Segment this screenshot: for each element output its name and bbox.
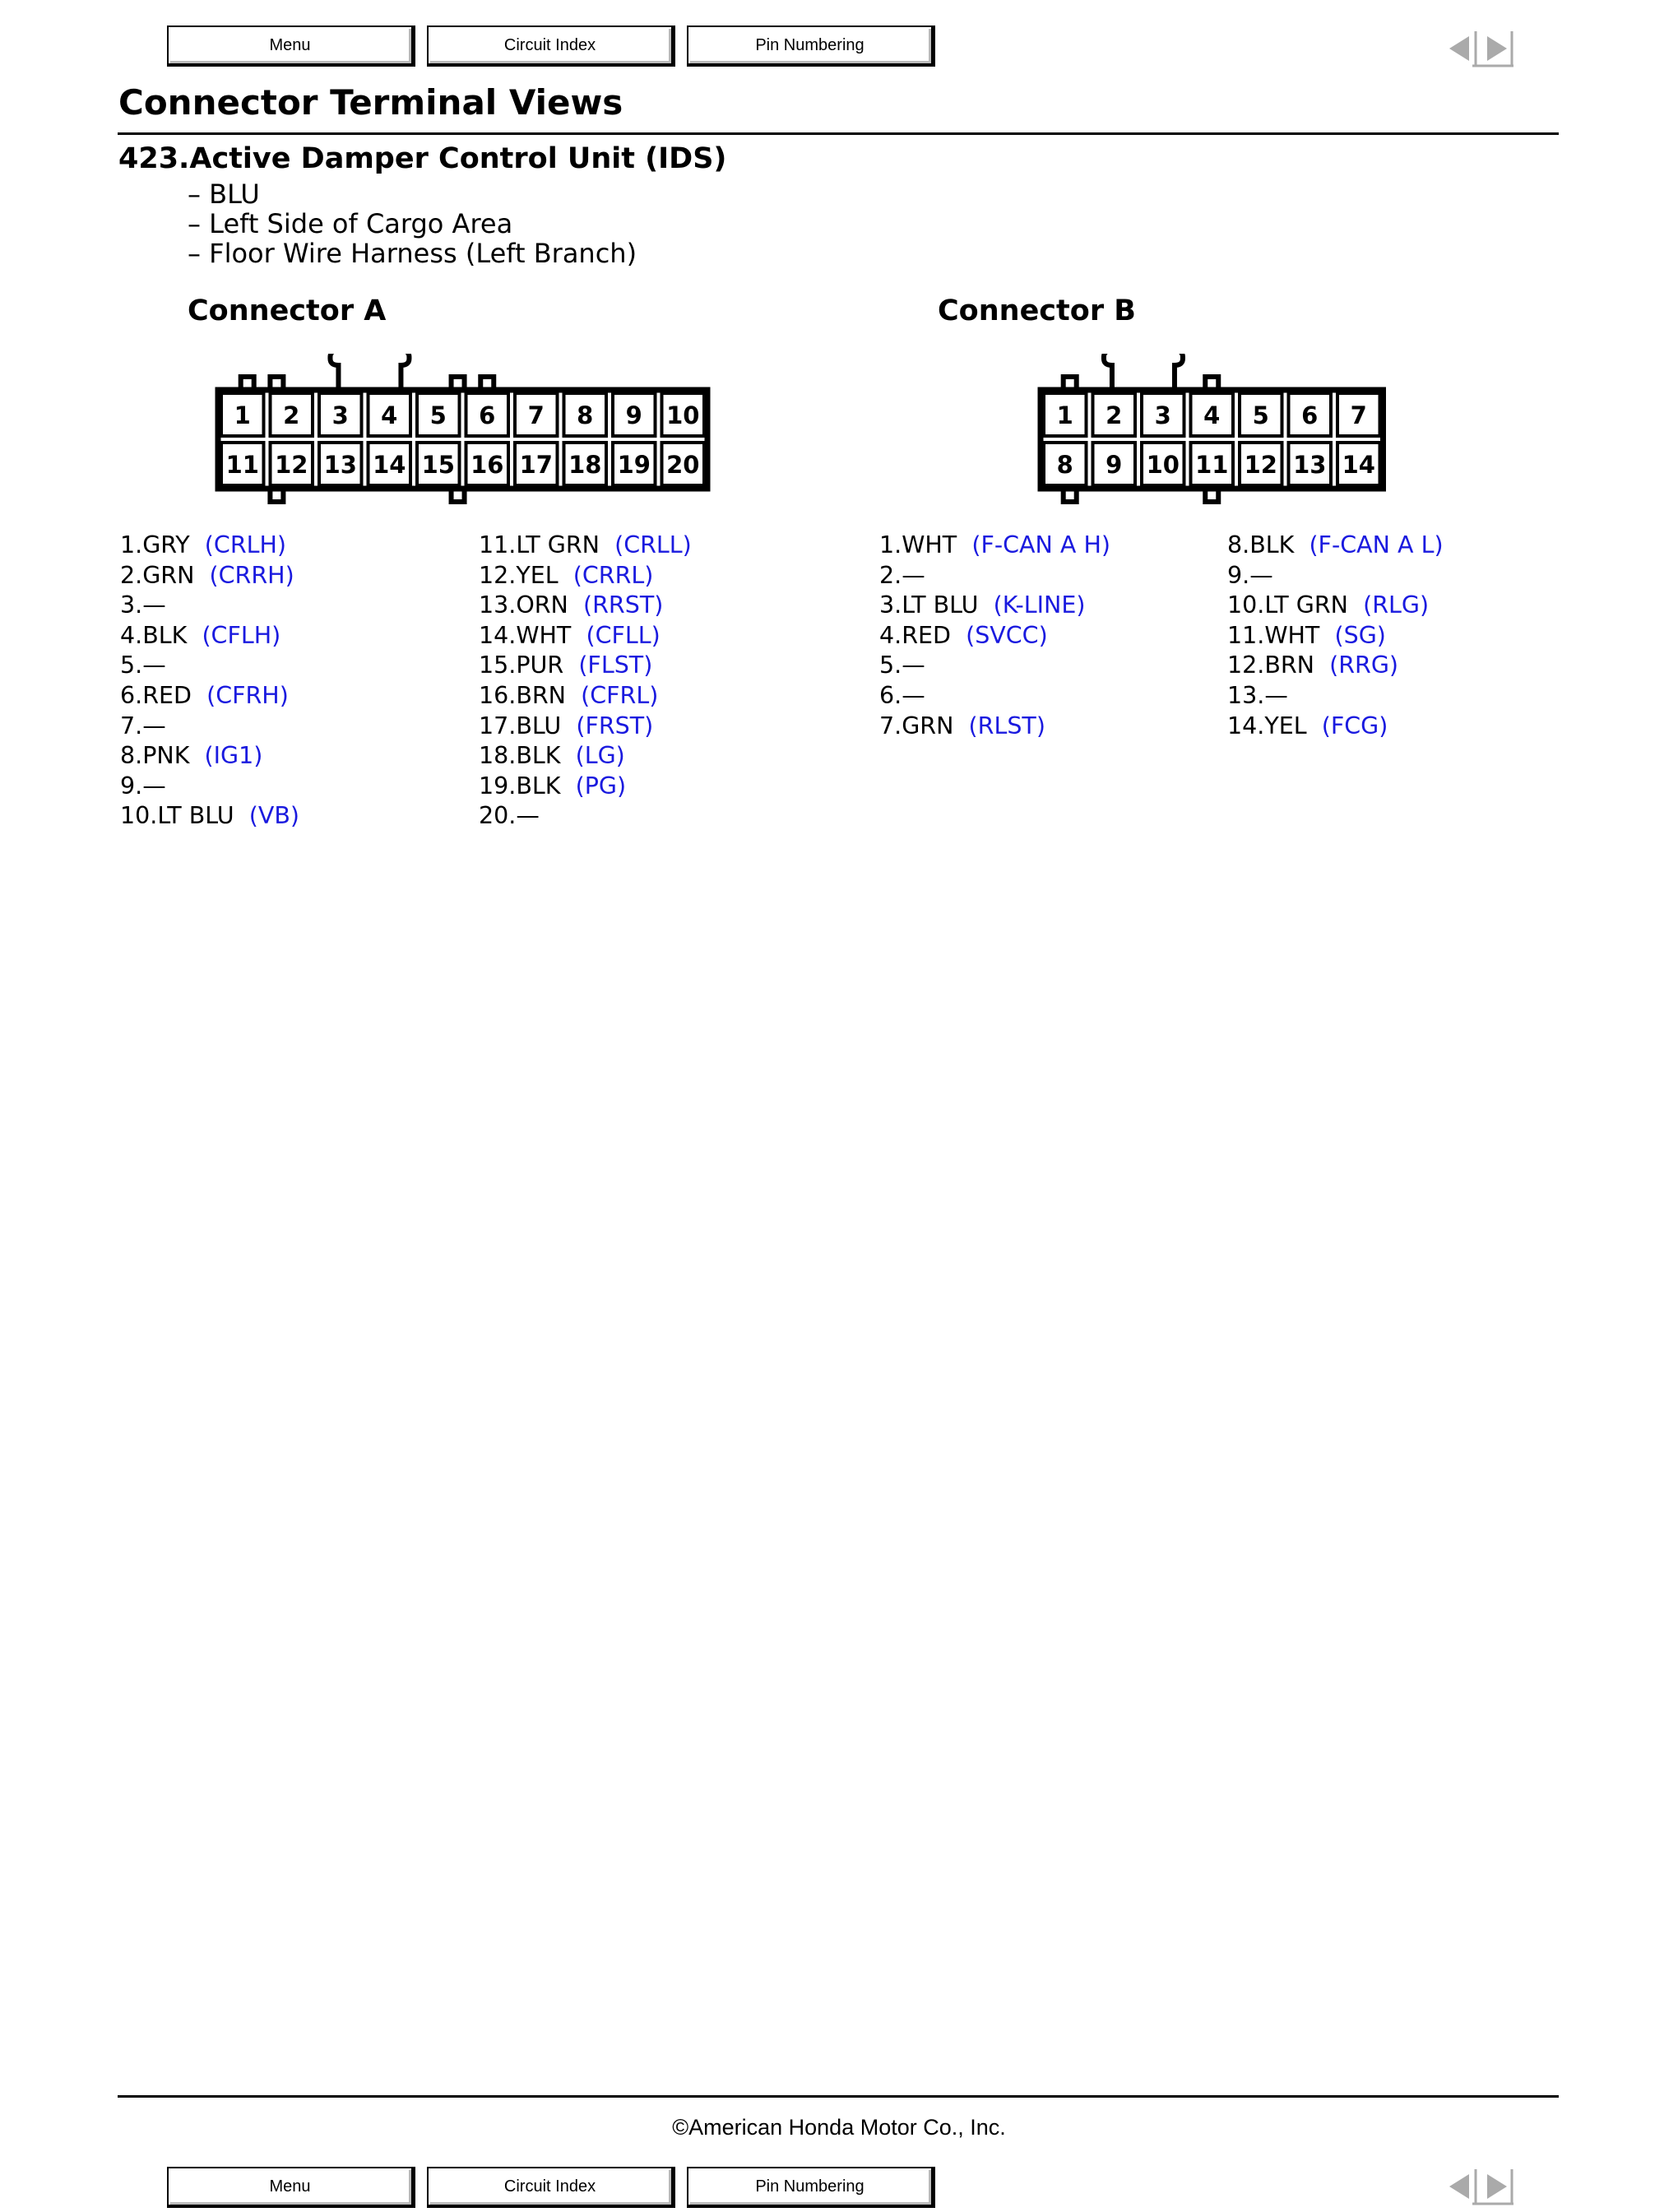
terminal-number: 7 (1350, 401, 1367, 429)
pin-wire-label: 15.PUR (479, 652, 564, 679)
pin-wire-label: 17.BLU (479, 712, 562, 740)
connector-b-pins-1-7 (879, 531, 1110, 741)
pin-entry (120, 531, 299, 561)
pin-entry (120, 681, 299, 712)
pin-wire-label: 5.— (879, 652, 925, 679)
connector-b-pins-8-14 (1227, 531, 1444, 741)
pin-signal-name: (CFLL) (586, 621, 661, 649)
pin-wire-label: 4.RED (879, 621, 951, 649)
pin-signal-name: (RRST) (583, 591, 664, 619)
menu-button[interactable]: Menu (167, 26, 415, 67)
detail-color: – BLU (188, 179, 260, 210)
terminal-number: 18 (568, 451, 602, 479)
connector-details (188, 179, 637, 268)
pin-entry (879, 681, 1110, 712)
page-arrows-bottom (1448, 2168, 1515, 2205)
footer-divider (118, 2095, 1559, 2098)
terminal-number: 4 (1203, 401, 1221, 429)
detail-harness: – Floor Wire Harness (Left Branch) (188, 238, 637, 269)
pin-signal-name: (CFLH) (202, 621, 281, 649)
pin-entry (1227, 651, 1444, 681)
pin-signal-name: (CFRL) (581, 681, 659, 709)
pin-wire-label: 10.LT GRN (1227, 591, 1348, 619)
page-arrows (1448, 30, 1515, 67)
pin-wire-label: 6.— (879, 681, 925, 709)
pin-wire-label: 1.GRY (120, 531, 190, 559)
pin-wire-label: 4.BLK (120, 621, 188, 649)
pin-signal-name: (RLST) (968, 712, 1045, 740)
pin-wire-label: 12.BRN (1227, 652, 1314, 679)
pin-entry (1227, 712, 1444, 742)
circuit-index-button-bottom[interactable]: Circuit Index (427, 2167, 675, 2208)
pin-entry (479, 591, 692, 621)
terminal-number: 1 (1056, 401, 1073, 429)
pin-entry (1227, 621, 1444, 652)
pin-entry (879, 561, 1110, 591)
pin-wire-label: 8.PNK (120, 742, 190, 770)
terminal-number: 2 (1106, 401, 1123, 429)
pin-signal-name: (CFRH) (206, 681, 289, 709)
connector-a-pins-1-10 (120, 531, 299, 832)
terminal-number: 6 (479, 401, 496, 429)
connector-a-title: Connector A (188, 294, 387, 327)
pin-entry (479, 681, 692, 712)
terminal-number: 4 (381, 401, 398, 429)
pin-wire-label: 13.ORN (479, 591, 568, 619)
pin-wire-label: 9.— (120, 772, 166, 800)
pin-wire-label: 3.— (120, 591, 166, 619)
pin-wire-label: 7.GRN (879, 712, 954, 740)
pin-numbering-button-bottom[interactable]: Pin Numbering (687, 2167, 935, 2208)
pin-entry (479, 561, 692, 591)
pin-wire-label: 11.WHT (1227, 621, 1320, 649)
terminal-number: 13 (1293, 451, 1327, 479)
pin-entry (879, 621, 1110, 652)
terminal-number: 16 (470, 451, 504, 479)
terminal-number: 3 (1154, 401, 1171, 429)
pin-entry (1227, 531, 1444, 561)
pin-entry (120, 591, 299, 621)
pin-signal-name: (CRRL) (572, 561, 654, 589)
pin-entry (120, 801, 299, 832)
pin-wire-label: 3.LT BLU (879, 591, 979, 619)
pin-entry (479, 801, 692, 832)
pin-entry (120, 772, 299, 802)
terminal-number: 5 (429, 401, 447, 429)
pin-entry (479, 531, 692, 561)
pin-wire-label: 5.— (120, 652, 166, 679)
detail-location: – Left Side of Cargo Area (188, 208, 513, 239)
section-title: 423.Active Damper Control Unit (IDS) (118, 142, 727, 175)
pin-numbering-button[interactable]: Pin Numbering (687, 26, 935, 67)
pin-wire-label: 11.LT GRN (479, 531, 600, 559)
pin-signal-name: (FRST) (576, 712, 654, 740)
terminal-number: 2 (283, 401, 300, 429)
pin-signal-name: (FLST) (578, 652, 653, 679)
pin-wire-label: 13.— (1227, 681, 1288, 709)
pin-wire-label: 12.YEL (479, 561, 559, 589)
pin-wire-label: 7.— (120, 712, 166, 740)
pin-signal-name: (CRRH) (209, 561, 294, 589)
terminal-number: 5 (1252, 401, 1269, 429)
pin-wire-label: 14.YEL (1227, 712, 1307, 740)
pin-wire-label: 2.— (879, 561, 925, 589)
terminal-number: 10 (1146, 451, 1180, 479)
pin-signal-name: (CRLL) (614, 531, 692, 559)
terminal-number: 13 (323, 451, 357, 479)
pin-signal-name: (F-CAN A L) (1309, 531, 1444, 559)
bottom-nav (167, 2167, 935, 2211)
pin-signal-name: (PG) (575, 772, 627, 800)
pin-signal-name: (RRG) (1329, 652, 1399, 679)
terminal-number: 8 (577, 401, 594, 429)
pin-wire-label: 9.— (1227, 561, 1273, 589)
pin-entry (879, 591, 1110, 621)
pin-signal-name: (K-LINE) (993, 591, 1086, 619)
terminal-number: 9 (625, 401, 642, 429)
terminal-number: 14 (373, 451, 406, 479)
circuit-index-button[interactable]: Circuit Index (427, 26, 675, 67)
terminal-number: 12 (1244, 451, 1277, 479)
connector-a-pins-11-20 (479, 531, 692, 832)
terminal-number: 6 (1301, 401, 1319, 429)
top-nav (167, 26, 935, 70)
connector-b-title: Connector B (938, 294, 1136, 327)
pin-entry (1227, 681, 1444, 712)
pin-wire-label: 6.RED (120, 681, 192, 709)
prev-page-icon[interactable] (1449, 2169, 1476, 2204)
pin-signal-name: (F-CAN A H) (971, 531, 1111, 559)
pin-entry (120, 561, 299, 591)
pin-entry (479, 621, 692, 652)
pin-wire-label: 18.BLK (479, 742, 561, 770)
terminal-number: 12 (275, 451, 308, 479)
pin-wire-label: 14.WHT (479, 621, 572, 649)
pin-signal-name: (RLG) (1363, 591, 1430, 619)
connector-b-diagram (1032, 354, 1411, 510)
terminal-number: 9 (1106, 451, 1123, 479)
menu-button-bottom[interactable]: Menu (167, 2167, 415, 2208)
pin-signal-name: (VB) (248, 802, 300, 830)
pin-entry (479, 651, 692, 681)
terminal-number: 19 (617, 451, 651, 479)
connector-latch (330, 354, 409, 390)
next-page-icon[interactable] (1472, 2169, 1513, 2204)
pin-entry (120, 621, 299, 652)
terminal-number: 1 (234, 401, 251, 429)
terminal-number: 10 (666, 401, 700, 429)
pin-signal-name: (LG) (575, 742, 625, 770)
next-page-icon[interactable] (1472, 31, 1513, 66)
pin-signal-name: (FCG) (1321, 712, 1388, 740)
pin-entry (879, 712, 1110, 742)
page-title: Connector Terminal Views (118, 82, 623, 123)
connector-latch (1104, 354, 1183, 390)
terminal-number: 17 (519, 451, 553, 479)
pin-entry (120, 741, 299, 772)
terminal-number: 20 (666, 451, 700, 479)
pin-entry (1227, 561, 1444, 591)
terminal-number: 14 (1342, 451, 1375, 479)
connector-a-diagram (210, 354, 720, 510)
prev-page-icon[interactable] (1449, 31, 1476, 66)
pin-signal-name: (IG1) (204, 742, 263, 770)
pin-wire-label: 19.BLK (479, 772, 561, 800)
pin-entry (879, 651, 1110, 681)
pin-entry (120, 712, 299, 742)
terminal-number: 7 (527, 401, 545, 429)
pin-entry (879, 531, 1110, 561)
terminal-number: 15 (421, 451, 455, 479)
pin-entry (479, 712, 692, 742)
pin-entry (479, 772, 692, 802)
pin-wire-label: 20.— (479, 802, 540, 830)
pin-wire-label: 8.BLK (1227, 531, 1295, 559)
terminal-number: 3 (331, 401, 349, 429)
pin-signal-name: (SVCC) (966, 621, 1048, 649)
terminal-number: 11 (225, 451, 259, 479)
pin-signal-name: (SG) (1334, 621, 1386, 649)
title-divider (118, 132, 1559, 135)
pin-entry (479, 741, 692, 772)
pin-wire-label: 1.WHT (879, 531, 957, 559)
terminal-number: 8 (1056, 451, 1073, 479)
pin-entry (120, 651, 299, 681)
pin-wire-label: 10.LT BLU (120, 802, 234, 830)
pin-wire-label: 2.GRN (120, 561, 195, 589)
pin-signal-name: (CRLH) (204, 531, 287, 559)
pin-wire-label: 16.BRN (479, 681, 566, 709)
terminal-number: 11 (1195, 451, 1229, 479)
pin-entry (1227, 591, 1444, 621)
copyright: ©American Honda Motor Co., Inc. (672, 2115, 1006, 2140)
